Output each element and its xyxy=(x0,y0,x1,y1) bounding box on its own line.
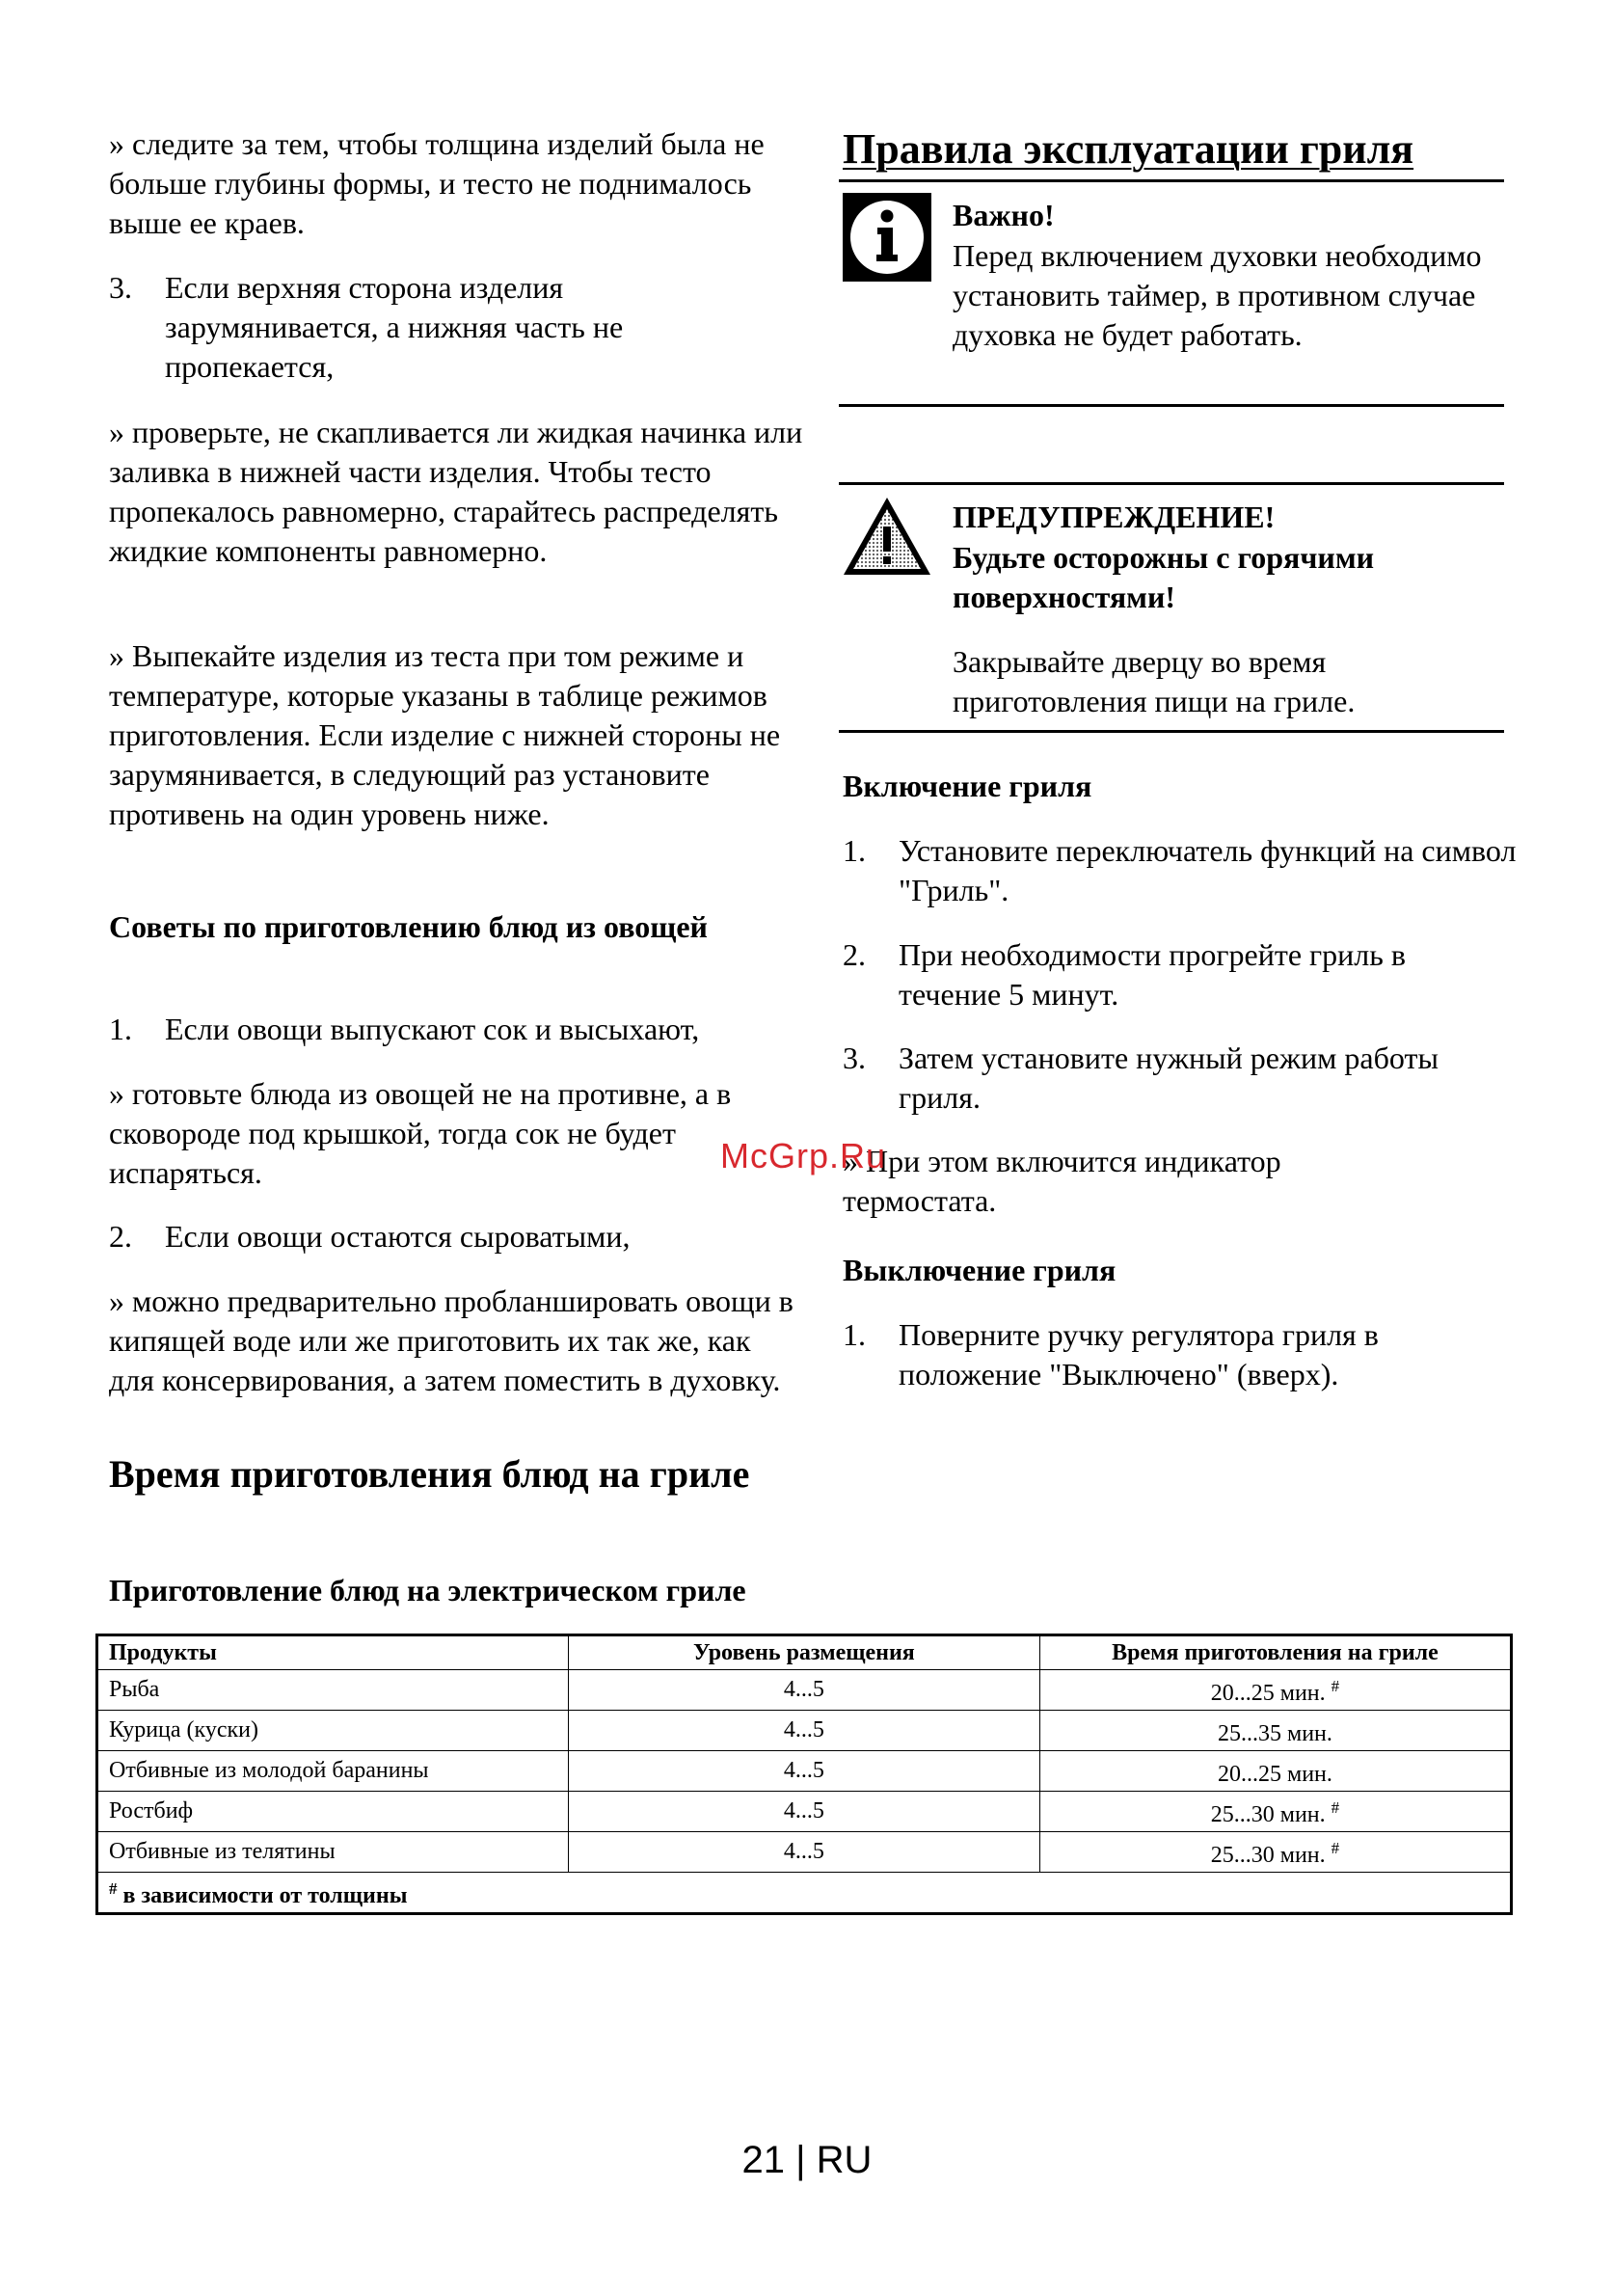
warning-title: ПРЕДУПРЕЖДЕНИЕ! xyxy=(953,500,1276,534)
section-subheading: Советы по приготовлению блюд из овощей xyxy=(109,909,708,944)
item-number: 3. xyxy=(843,1040,866,1075)
table-row xyxy=(97,1792,1512,1832)
column-header: Время приготовления на гриле xyxy=(1039,1635,1511,1670)
page-number: 21 xyxy=(741,2139,786,2181)
level-cell: 4...5 xyxy=(568,1670,1039,1711)
time-cell xyxy=(1039,1832,1511,1873)
time-value: 20...25 мин. xyxy=(1218,1762,1332,1787)
footnote-mark: # xyxy=(109,1879,118,1898)
paragraph: » готовьте блюда из овощей не на противне, а в сковороде под крышкой, тогда сок не будет испаряться. xyxy=(109,1076,732,1190)
item-text: При необходимости прогрейте гриль в течение 5 минут. xyxy=(899,937,1406,1012)
item-text: Если верхняя сторона изделия зарумянивается, а нижняя часть не пропекается, xyxy=(165,270,624,384)
level-cell: 4...5 xyxy=(568,1711,1039,1751)
page-footer xyxy=(0,2136,1614,2184)
item-number: 1. xyxy=(109,1012,132,1046)
paragraph: » При этом включится индикатор термостата. xyxy=(843,1144,1281,1218)
footnote-mark: # xyxy=(1331,1798,1340,1817)
divider xyxy=(839,179,1504,182)
language-code: RU xyxy=(816,2139,873,2181)
info-icon xyxy=(843,193,931,282)
item-text: Поверните ручку регулятора гриля в положение "Выключено" (вверх). xyxy=(899,1317,1379,1391)
time-cell xyxy=(1039,1792,1511,1832)
time-cell xyxy=(1039,1670,1511,1711)
item-number: 1. xyxy=(843,1317,866,1352)
footnote-mark: # xyxy=(1331,1839,1340,1857)
warning-subtitle: Будьте осторожны с горячими поверхностями! xyxy=(953,540,1375,614)
paragraph: » следите за тем, чтобы толщина изделий была не больше глубины формы, и тесто не поднималось выше ее краев. xyxy=(109,126,765,240)
time-value: 20...25 мин. xyxy=(1210,1681,1326,1706)
table-caption: Приготовление блюд на электрическом гриле xyxy=(109,1573,746,1607)
product-cell: Рыба xyxy=(97,1670,569,1711)
table-header-row xyxy=(97,1635,1512,1670)
item-text: Если овощи выпускают сок и высыхают, xyxy=(165,1012,700,1046)
grill-time-table xyxy=(95,1634,1513,1915)
divider xyxy=(839,730,1504,733)
item-number: 3. xyxy=(109,270,132,305)
warning-text: Закрывайте дверцу во время приготовления пищи на гриле. xyxy=(953,644,1356,718)
column-header: Уровень размещения xyxy=(568,1635,1039,1670)
paragraph: » можно предварительно пробланшировать овощи в кипящей воде или же приготовить их так же, как для консервирования, а затем поместить в духовку. xyxy=(109,1283,794,1397)
item-number: 2. xyxy=(109,1219,132,1254)
time-value: 25...35 мин. xyxy=(1218,1721,1332,1746)
page-section-title: Правила эксплуатации гриля xyxy=(843,125,1414,173)
level-cell: 4...5 xyxy=(568,1792,1039,1832)
product-cell: Ростбиф xyxy=(97,1792,569,1832)
divider xyxy=(839,404,1504,407)
item-text: Если овощи остаются сыроватыми, xyxy=(165,1219,631,1254)
section-title: Время приготовления блюд на гриле xyxy=(109,1452,750,1496)
watermark: McGrp.Ru xyxy=(720,1136,887,1175)
column-header: Продукты xyxy=(97,1635,569,1670)
level-cell: 4...5 xyxy=(568,1832,1039,1873)
divider xyxy=(839,482,1504,485)
warning-triangle-icon xyxy=(841,495,933,578)
product-cell: Отбивные из молодой баранины xyxy=(97,1751,569,1792)
paragraph: » проверьте, не скапливается ли жидкая начинка или заливка в нижней части изделия. Чтобы тесто пропекалось равномерно, старайтесь распределять жидкие компоненты равномерно. xyxy=(109,415,803,568)
time-cell xyxy=(1039,1711,1511,1751)
footnote-mark: # xyxy=(1331,1677,1340,1695)
item-text: Затем установите нужный режим работы гриля. xyxy=(899,1040,1439,1115)
time-value: 25...30 мин. xyxy=(1210,1802,1326,1827)
table-row xyxy=(97,1832,1512,1873)
important-text: Перед включением духовки необходимо установить таймер, в противном случае духовка не будет работать. xyxy=(953,238,1482,352)
product-cell: Отбивные из телятины xyxy=(97,1832,569,1873)
item-number: 1. xyxy=(843,833,866,868)
table-footnote xyxy=(97,1873,1512,1914)
section-subheading: Включение гриля xyxy=(843,769,1092,803)
table-row xyxy=(97,1670,1512,1711)
table-row xyxy=(97,1751,1512,1792)
item-text: Установите переключатель функций на символ "Гриль". xyxy=(899,833,1517,907)
section-subheading: Выключение гриля xyxy=(843,1253,1116,1287)
paragraph: » Выпекайте изделия из теста при том режиме и температуре, которые указаны в таблице режимов приготовления. Если изделие с нижней стороны не зарумянивается, в следующий раз установите противень на один уровень ниже. xyxy=(109,638,781,831)
level-cell: 4...5 xyxy=(568,1751,1039,1792)
table-footnote-row xyxy=(97,1873,1512,1914)
footer-separator: | xyxy=(795,2139,806,2181)
footnote-text: в зависимости от толщины xyxy=(117,1883,408,1908)
time-cell xyxy=(1039,1751,1511,1792)
time-value: 25...30 мин. xyxy=(1210,1843,1326,1868)
item-number: 2. xyxy=(843,937,866,972)
table-row xyxy=(97,1711,1512,1751)
important-title: Важно! xyxy=(953,198,1055,232)
product-cell: Курица (куски) xyxy=(97,1711,569,1751)
